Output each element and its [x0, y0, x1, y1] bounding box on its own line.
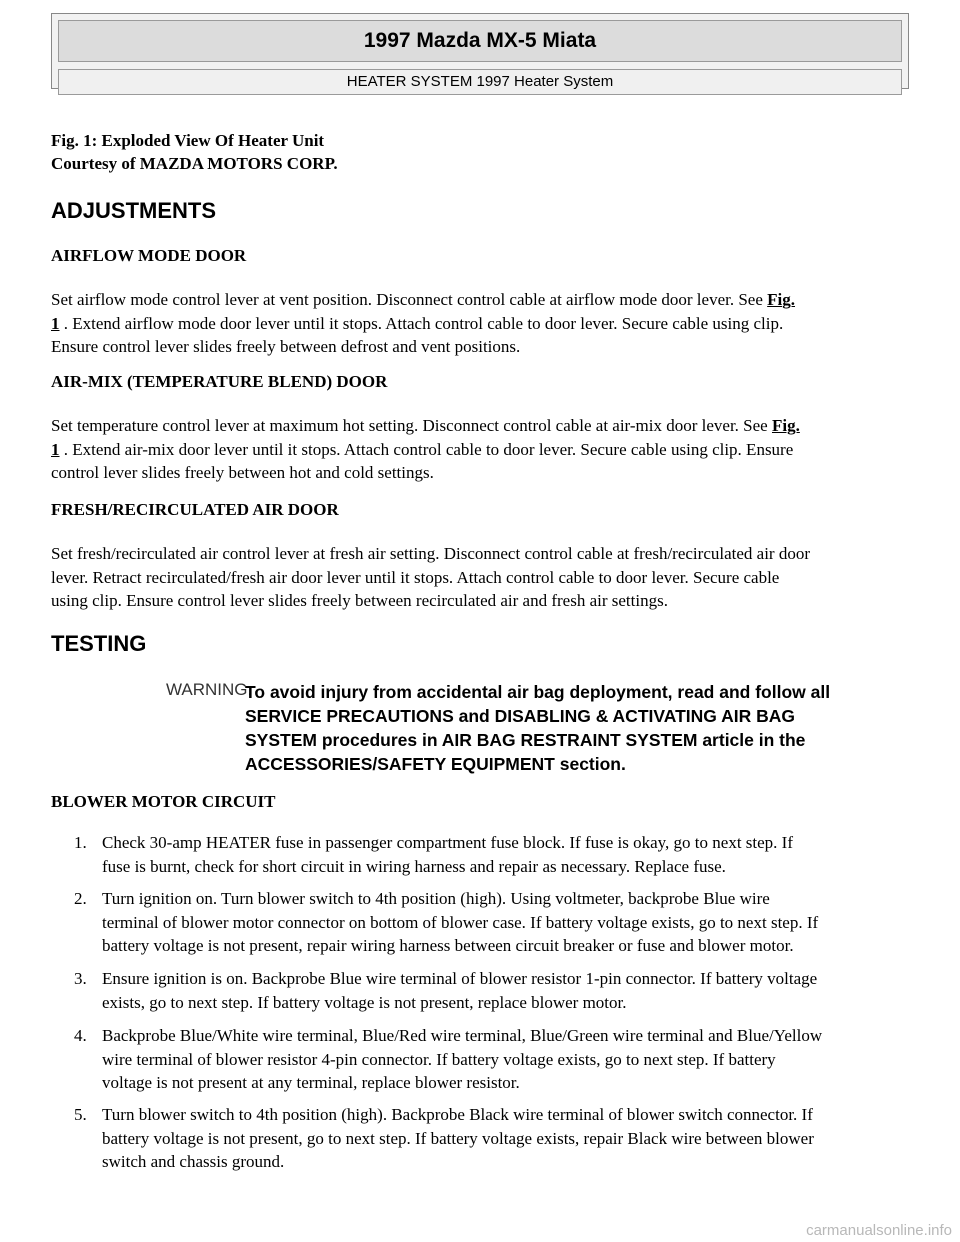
airflow-line-1: Set airflow mode control lever at vent position. Disconnect control cable at airflow mode door lever. See [51, 290, 768, 309]
section-subtitle: HEATER SYSTEM 1997 Heater System [58, 69, 902, 95]
step-line: Ensure ignition is on. Backprobe Blue wire terminal of blower resistor 1-pin connector. If battery voltage [102, 969, 818, 988]
fresh-paragraph [51, 542, 911, 613]
warning-line: To avoid injury from accidental air bag deployment, read and follow all [245, 682, 831, 702]
warning-line: SERVICE PRECAUTIONS and DISABLING & ACTIVATING AIR BAG [245, 706, 795, 726]
step-line: Turn blower switch to 4th position (high). Backprobe Black wire terminal of blower switch connector. If [102, 1105, 813, 1124]
airflow-title: AIRFLOW MODE DOOR [51, 246, 247, 265]
fresh-line-3: using clip. Ensure control lever slides freely between recirculated air and fresh air settings. [51, 591, 668, 610]
step-line: terminal of blower motor connector on bottom of blower case. If battery voltage exists, go to next step. If [102, 912, 819, 932]
airflow-paragraph [51, 288, 911, 359]
step-line: Turn ignition on. Turn blower switch to 4th position (high). Using voltmeter, backprobe Blue wire [102, 889, 770, 908]
airmix-paragraph [51, 414, 911, 485]
warning-label: WARNING: [166, 680, 253, 699]
airmix-line-1: Set temperature control lever at maximum hot setting. Disconnect control cable at air-mix door lever. See [51, 416, 772, 435]
step-line: Check 30-amp HEATER fuse in passenger compartment fuse block. If fuse is okay, go to next step. If [102, 833, 793, 852]
manual-title: 1997 Mazda MX-5 Miata [58, 20, 902, 62]
fresh-title: FRESH/RECIRCULATED AIR DOOR [51, 500, 339, 519]
figure-caption: Fig. 1: Exploded View Of Heater Unit [51, 131, 325, 150]
step-line: exists, go to next step. If battery voltage is not present, replace blower motor. [102, 992, 627, 1012]
step-line: battery voltage is not present, repair wiring harness between circuit breaker or fuse and blower motor. [102, 936, 794, 955]
warning-text [245, 680, 830, 776]
step-number: 4. [74, 1026, 87, 1045]
fresh-line-2: lever. Retract recirculated/fresh air door lever until it stops. Attach control cable to door lever. Secure cable [51, 567, 780, 587]
step-number: 1. [74, 833, 87, 852]
airmix-line-2: . Extend air-mix door lever until it stops. Attach control cable to door lever. Secure cable using clip. Ensure [59, 439, 794, 459]
figure-courtesy: Courtesy of MAZDA MOTORS CORP. [51, 154, 338, 173]
fig-link[interactable]: Fig. [767, 290, 796, 309]
step-line: switch and chassis ground. [102, 1152, 285, 1171]
warning-line: ACCESSORIES/SAFETY EQUIPMENT section. [245, 754, 626, 774]
testing-heading: TESTING [51, 631, 147, 656]
airmix-line-3: control lever slides freely between hot and cold settings. [51, 463, 434, 482]
step-line: fuse is burnt, check for short circuit in wiring harness and repair as necessary. Replace fuse. [102, 856, 726, 876]
adjustments-heading: ADJUSTMENTS [51, 198, 217, 223]
step-line: Backprobe Blue/White wire terminal, Blue/Red wire terminal, Blue/Green wire terminal and Blue/Yellow [102, 1026, 823, 1045]
warning-line: SYSTEM procedures in AIR BAG RESTRAINT SYSTEM article in the [245, 730, 806, 750]
fig-link[interactable]: Fig. [771, 416, 800, 435]
step-line: wire terminal of blower resistor 4-pin connector. If battery voltage exists, go to next step. If battery [102, 1049, 776, 1069]
step-line: battery voltage is not present, go to next step. If battery voltage exists, repair Black wire between blower [102, 1128, 814, 1148]
page-header [51, 13, 909, 89]
airflow-line-2: . Extend airflow mode door lever until it stops. Attach control cable to door lever. Secure cable using clip. [59, 313, 784, 333]
fresh-line-1: Set fresh/recirculated air control lever at fresh air setting. Disconnect control cable at fresh/recirculated air door [51, 544, 810, 563]
step-number: 2. [74, 889, 87, 908]
airflow-line-3: Ensure control lever slides freely between defrost and vent positions. [51, 337, 521, 356]
watermark: carmanualsonline.info [806, 1222, 952, 1239]
airmix-title: AIR-MIX (TEMPERATURE BLEND) DOOR [51, 372, 388, 391]
blower-circuit-title: BLOWER MOTOR CIRCUIT [51, 792, 276, 811]
step-line: voltage is not present at any terminal, replace blower resistor. [102, 1073, 520, 1092]
fig-link[interactable]: 1 [51, 313, 60, 333]
step-number: 3. [74, 969, 87, 988]
fig-link[interactable]: 1 [51, 439, 60, 459]
step-number: 5. [74, 1105, 87, 1124]
